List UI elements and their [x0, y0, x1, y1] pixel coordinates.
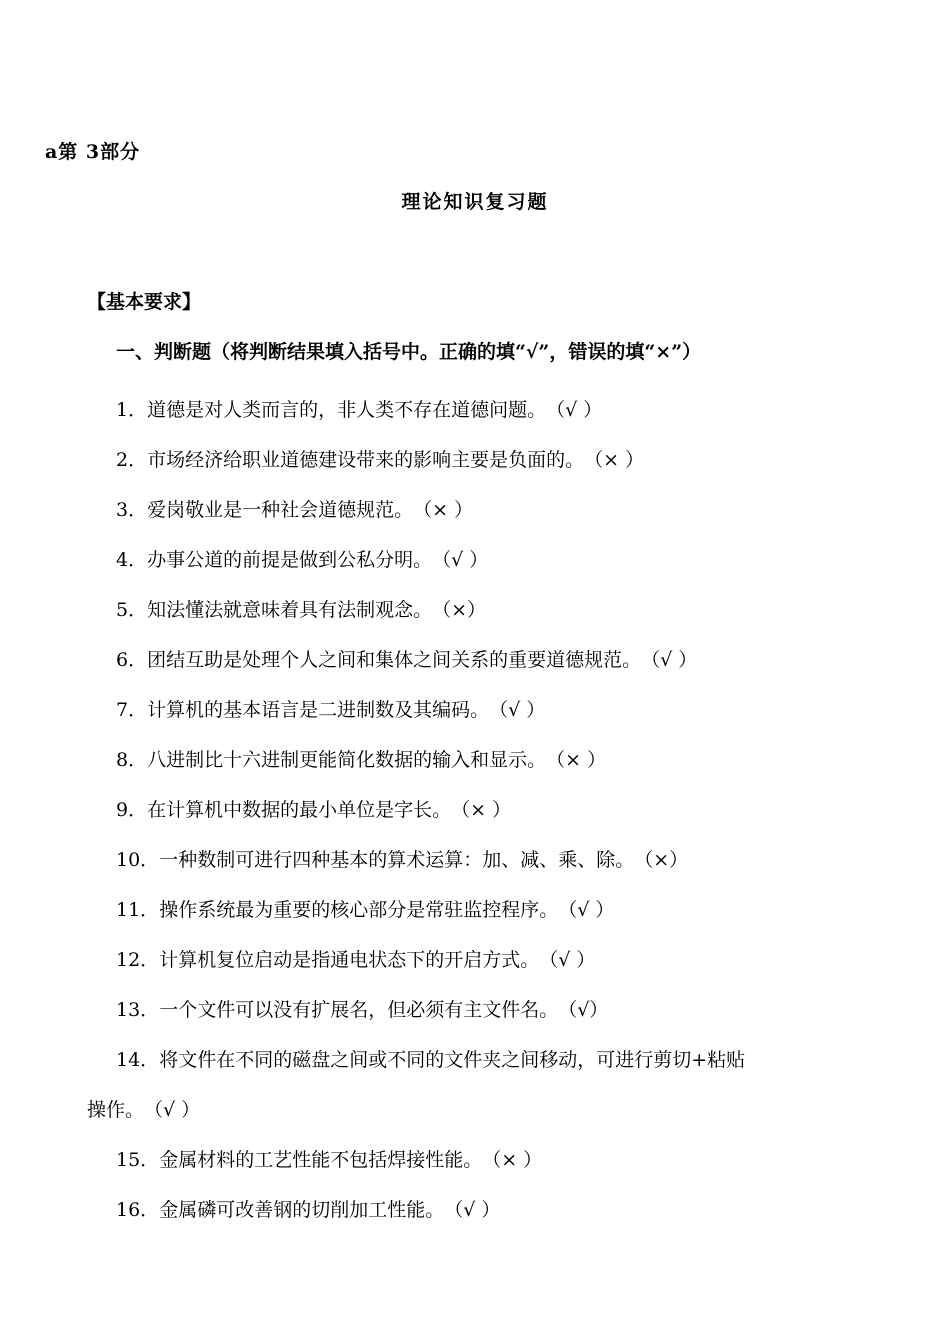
question-item [0, 935, 950, 985]
question-item [0, 1135, 950, 1185]
question-item [0, 435, 950, 485]
question-answer: （×） [432, 599, 487, 621]
question-answer: （√ ） [539, 949, 596, 971]
question-number: 3． [116, 499, 148, 521]
question-item [0, 1035, 950, 1135]
question-number: 2． [116, 449, 148, 471]
question-text: 计算机的基本语言是二进制数及其编码。 [147, 699, 490, 721]
question-number: 1． [116, 399, 148, 421]
question-line-2 [0, 1085, 950, 1135]
question-answer: （× ） [482, 1149, 543, 1171]
question-number: 16． [116, 1199, 160, 1221]
question-text: 知法懂法就意味着具有法制观念。 [147, 599, 433, 621]
question-item [0, 785, 950, 835]
question-text: 市场经济给职业道德建设带来的影响主要是负面的。 [147, 449, 585, 471]
question-answer: （√ ） [489, 699, 546, 721]
question-answer: （× ） [546, 749, 607, 771]
question-text: 金属磷可改善钢的切削加工性能。 [159, 1199, 445, 1221]
question-number: 5． [116, 599, 148, 621]
question-number: 11． [116, 899, 160, 921]
question-item [0, 735, 950, 785]
question-answer: （√ ） [641, 649, 698, 671]
question-answer: （√ ） [546, 399, 603, 421]
question-line-1 [0, 1035, 950, 1085]
question-text: 在计算机中数据的最小单位是字长。 [147, 799, 452, 821]
question-text: 一个文件可以没有扩展名，但必须有主文件名。 [159, 999, 559, 1021]
question-text: 八进制比十六进制更能简化数据的输入和显示。 [147, 749, 547, 771]
question-number: 14． [116, 1049, 160, 1071]
question-number: 4． [116, 549, 148, 571]
question-text: 爱岗敬业是一种社会道德规范。 [147, 499, 414, 521]
question-item [0, 885, 950, 935]
question-item [0, 835, 950, 885]
question-text-continued: 操作。 [87, 1099, 145, 1121]
question-number: 13． [116, 999, 160, 1021]
question-answer: （√ ） [444, 1199, 501, 1221]
question-item [0, 535, 950, 585]
question-answer: （× ） [584, 449, 645, 471]
question-number: 9． [116, 799, 148, 821]
page-title: 理论知识复习题 [401, 191, 549, 213]
question-text: 道德是对人类而言的，非人类不存在道德问题。 [147, 399, 547, 421]
question-number: 10． [116, 849, 160, 871]
subsection-heading: 一、判断题（将判断结果填入括号中。正确的填“√”，错误的填“×”） [116, 341, 702, 363]
question-number: 7． [116, 699, 148, 721]
question-answer: （× ） [413, 499, 474, 521]
part-label: a第 3部分 [45, 141, 141, 163]
question-text: 将文件在不同的磁盘之间或不同的文件夹之间移动，可进行剪切+粘贴 [159, 1049, 746, 1071]
question-text: 金属材料的工艺性能不包括焊接性能。 [159, 1149, 483, 1171]
question-text: 操作系统最为重要的核心部分是常驻监控程序。 [159, 899, 559, 921]
question-text: 计算机复位启动是指通电状态下的开启方式。 [159, 949, 540, 971]
question-number: 15． [116, 1149, 160, 1171]
question-number: 8． [116, 749, 148, 771]
question-answer: （√） [558, 999, 609, 1021]
question-list [0, 385, 950, 1235]
question-text: 办事公道的前提是做到公私分明。 [147, 549, 433, 571]
question-item [0, 635, 950, 685]
question-number: 6． [116, 649, 148, 671]
question-item [0, 485, 950, 535]
question-item [0, 585, 950, 635]
question-item [0, 985, 950, 1035]
section-heading: 【基本要求】 [87, 291, 202, 313]
question-item [0, 1185, 950, 1235]
question-answer: （× ） [451, 799, 512, 821]
question-item [0, 685, 950, 735]
question-number: 12． [116, 949, 160, 971]
question-answer: （√ ） [432, 549, 489, 571]
question-answer: （√ ） [558, 899, 615, 921]
question-text: 团结互助是处理个人之间和集体之间关系的重要道德规范。 [147, 649, 642, 671]
question-answer: （√ ） [144, 1099, 201, 1121]
question-item [0, 385, 950, 435]
question-text: 一种数制可进行四种基本的算术运算：加、减、乘、除。 [159, 849, 635, 871]
question-answer: （×） [634, 849, 689, 871]
